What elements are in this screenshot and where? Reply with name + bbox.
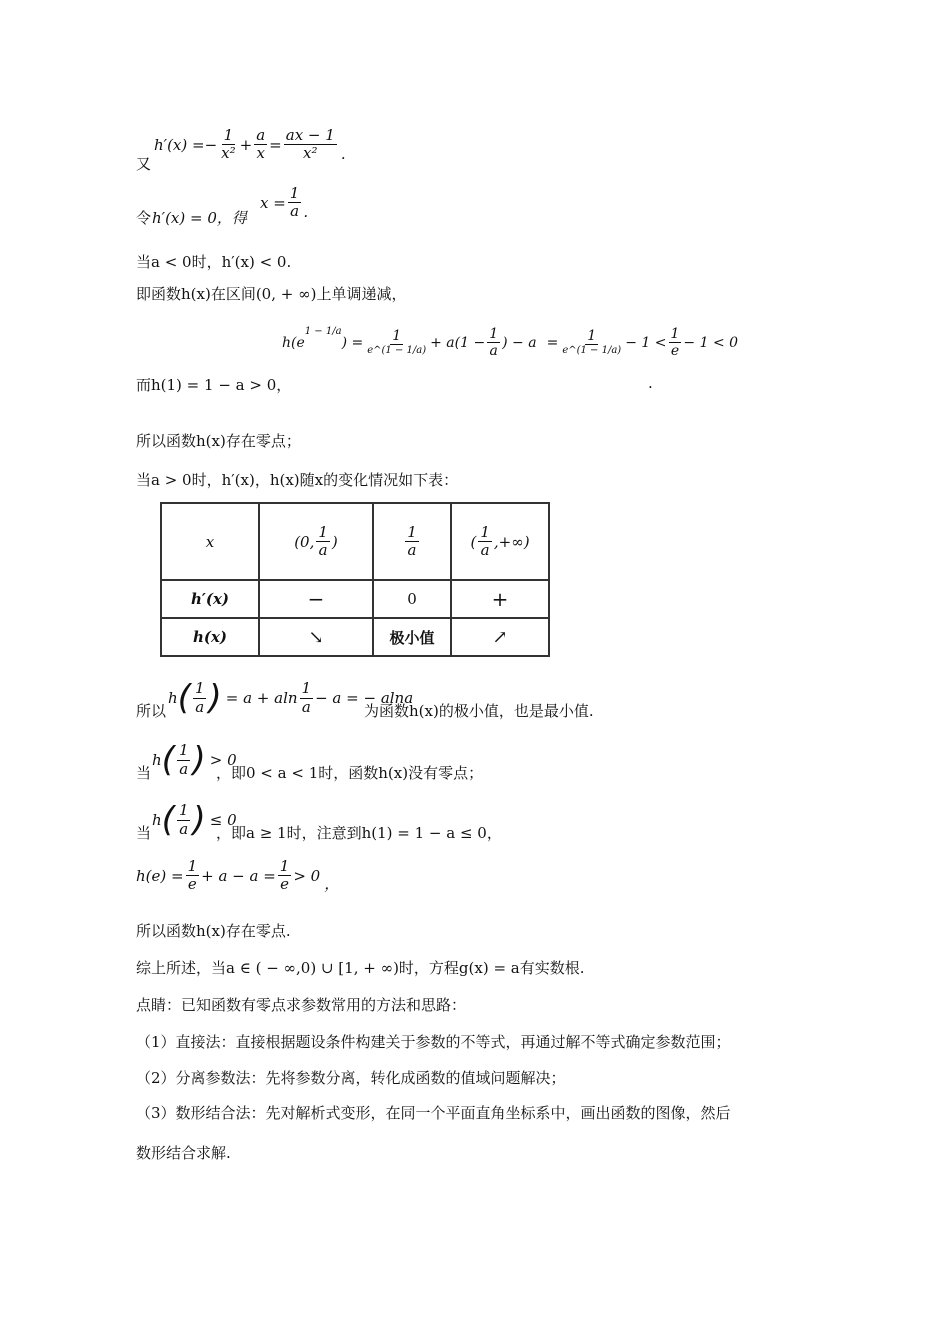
h-one-over-a-nonpositive: h ( $\frac{1}{a}$ ) ≤ 0 xyxy=(152,800,237,840)
case-zero-line: 当 h ( $\frac{1}{a}$ ) ≤ 0 ，即a ≥ 1时，注意到h(1) = 1 − a ≤ 0， xyxy=(136,800,502,842)
variation-table xyxy=(160,502,550,657)
zero-exists-line: 所以函数h(x)存在零点； xyxy=(136,432,301,450)
case-negative-line: 当a < 0时，h′(x) < 0. xyxy=(136,253,292,271)
row-label-derivative: h′(x) xyxy=(161,580,259,618)
fraction: $\frac{1}{a}$ xyxy=(489,326,499,360)
minimum-value-line: 所以 h ( $\frac{1}{a}$ ) = a + aln $\frac{1}{a}$ − a = − alna 为函数h(x)的极小值，也是最小值. xyxy=(136,678,594,720)
h-e-positive-line: h(e) = $\frac{1}{e}$ + a − a = $\frac{1}{e}$ > 0 ， xyxy=(136,857,340,894)
x-equals-formula: x = $\frac{1}{a}$ . xyxy=(260,184,309,221)
fraction: $\frac{1}{e\^{}(1 - 1/a)}$ xyxy=(562,328,622,357)
fraction: $\frac{ax - 1}{\text{x²}}$ xyxy=(285,126,335,163)
derivative-sign-right: + xyxy=(451,580,549,618)
method-1: （1）直接法：直接根据题设条件构建关于参数的不等式，再通过解不等式确定参数范围； xyxy=(136,1033,731,1051)
minimum-formula: h ( $\frac{1}{a}$ ) = a + aln $\frac{1}{a}$ − a = − alna xyxy=(168,678,414,718)
table-row xyxy=(161,503,549,580)
derivative-formula: h′(x) = − $\frac{1}{\text{x²}}$ + $\frac{a}{x}$ = $\frac{ax - 1}{\text{x²}}$ . xyxy=(154,126,346,163)
derivative-zero: 0 xyxy=(373,580,451,618)
fraction: $\frac{1}{a}$ xyxy=(289,184,300,221)
method-3: （3）数形结合法：先对解析式变形，在同一个平面直角坐标系中，画出函数的图像，然后 xyxy=(136,1104,731,1122)
fraction: $\frac{1}{e\^{}(1 - 1/a)}$ xyxy=(367,328,427,357)
prefix-you: 又 xyxy=(136,155,152,173)
header-interval-left: (0, $\frac{1}{a}$ ) xyxy=(259,503,373,580)
method-3-continued: 数形结合求解. xyxy=(136,1144,231,1162)
fraction: $\frac{a}{x}$ xyxy=(256,126,266,163)
decreasing-arrow-icon: ↘ xyxy=(259,618,373,656)
method-2: （2）分离参数法：先将参数分离，转化成函数的值域问题解决； xyxy=(136,1069,566,1087)
header-x: x xyxy=(161,503,259,580)
case-no-zero-line: 当 h ( $\frac{1}{a}$ ) > 0 ，即0 < a < 1时，函数h(x)没有零点； xyxy=(136,740,484,782)
h-one-over-a-positive: h ( $\frac{1}{a}$ ) > 0 xyxy=(152,740,237,780)
fraction: $\frac{1}{e}$ xyxy=(670,326,680,360)
tip-heading: 点睛：已知函数有零点求参数常用的方法和思路： xyxy=(136,996,467,1014)
table-row xyxy=(161,580,549,618)
header-critical: $\frac{1}{a}$ xyxy=(373,503,451,580)
h-e-evaluation-line: 而h(1) = 1 − a > 0， h(e $^{1 - 1/a}$ ) = $\frac{1}{e\^{}(1 - 1/a)}$ + a(1 − $\frac{1}{a}$ ) − a = $\frac{1}{e\^{}(1 - 1/a)}$ − 1 < $\frac{1}{e}$ − 1 < 0 . xyxy=(136,326,739,394)
table-row xyxy=(161,618,549,656)
minimum-label: 极小值 xyxy=(373,618,451,656)
conclusion-line: 综上所述，当a ∈ ( − ∞,0) ∪ [1, + ∞)时，方程g(x) = a有实数根. xyxy=(136,959,585,977)
derivative-sign-left: − xyxy=(259,580,373,618)
fraction: $\frac{1}{\text{x²}}$ xyxy=(221,126,236,163)
row-label-function: h(x) xyxy=(161,618,259,656)
header-interval-right: ( $\frac{1}{a}$ ,+∞) xyxy=(451,503,549,580)
increasing-arrow-icon: ↗ xyxy=(451,618,549,656)
monotonic-line: 即函数h(x)在区间(0, + ∞)上单调递减， xyxy=(136,285,407,303)
zero-exists-line-2: 所以函数h(x)存在零点. xyxy=(136,922,291,940)
case-positive-line: 当a > 0时，h′(x)，h(x)随x的变化情况如下表： xyxy=(136,471,459,489)
h-e-formula: h(e $^{1 - 1/a}$ ) = $\frac{1}{e\^{}(1 - 1/a)}$ + a(1 − $\frac{1}{a}$ ) − a = $\frac{1}{e\^{}(1 - 1/a)}$ − 1 < $\frac{1}{e}$ − 1 < 0 xyxy=(282,326,739,360)
